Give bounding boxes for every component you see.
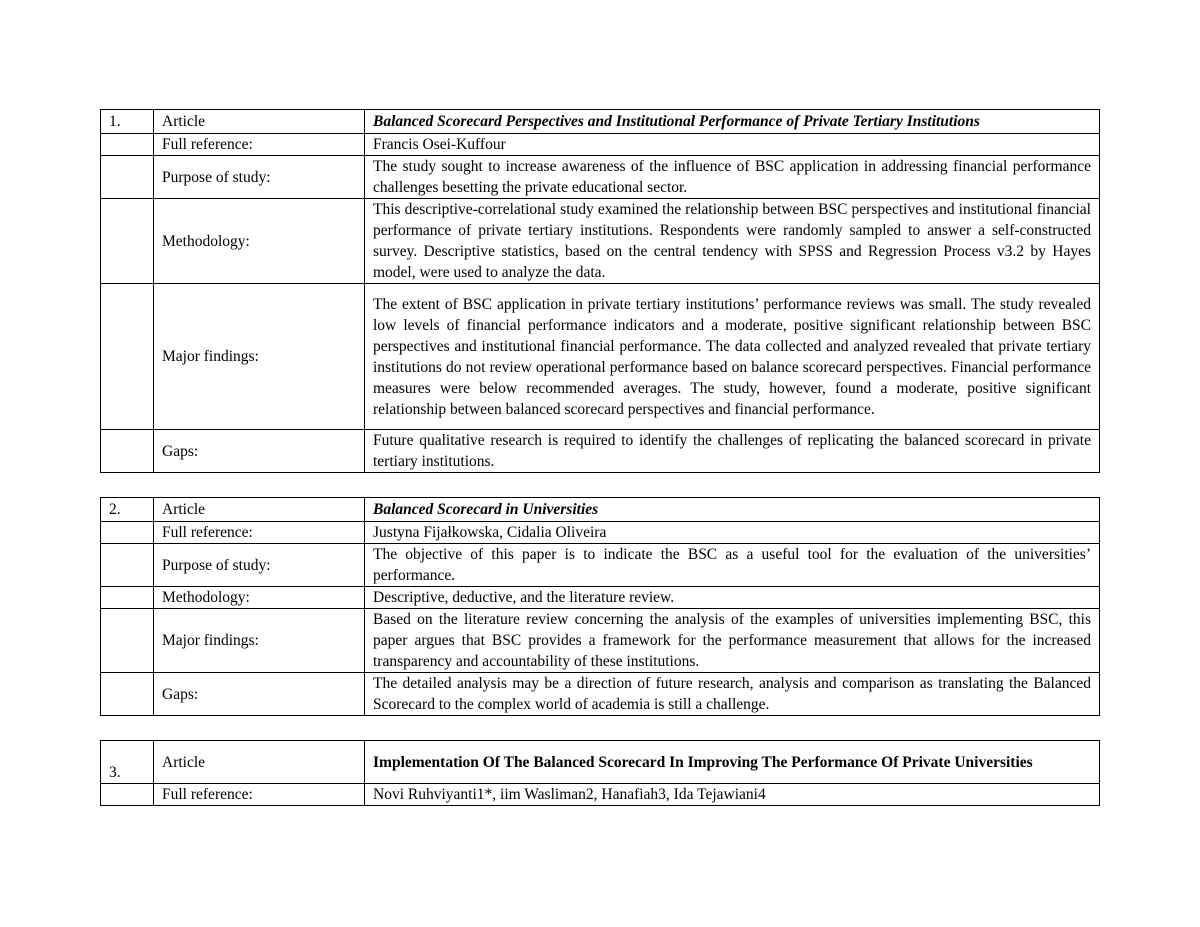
empty-cell [101, 156, 154, 199]
row-label: Article [154, 741, 365, 784]
article-title: Balanced Scorecard Perspectives and Institutional Performance of Private Tertiary Institutions [365, 110, 1100, 134]
table-row [101, 284, 1100, 430]
row-value: Future qualitative research is required to identify the challenges of replicating the balanced scorecard in private tertiary institutions. [365, 430, 1100, 473]
table-row [101, 110, 1100, 134]
empty-cell [101, 587, 154, 609]
row-label: Full reference: [154, 522, 365, 544]
row-label: Full reference: [154, 134, 365, 156]
row-value: Based on the literature review concerning the analysis of the examples of universities implementing BSC, this paper argues that BSC provides a framework for the performance measurement that allows for the increased transparency and accountability of these institutions. [365, 609, 1100, 673]
article-title: Balanced Scorecard in Universities [365, 498, 1100, 522]
table-row [101, 609, 1100, 673]
entry-number: 2. [101, 498, 154, 522]
row-label: Purpose of study: [154, 544, 365, 587]
table-row [101, 522, 1100, 544]
empty-cell [101, 284, 154, 430]
empty-cell [101, 522, 154, 544]
row-value: The detailed analysis may be a direction of future research, analysis and comparison as translating the Balanced Scorecard to the complex world of academia is still a challenge. [365, 673, 1100, 716]
row-label: Major findings: [154, 284, 365, 430]
entry-number: 3. [101, 741, 154, 784]
table-row [101, 741, 1100, 784]
table-row [101, 430, 1100, 473]
empty-cell [101, 544, 154, 587]
table-row [101, 544, 1100, 587]
row-value: Francis Osei-Kuffour [365, 134, 1100, 156]
row-label: Gaps: [154, 430, 365, 473]
empty-cell [101, 609, 154, 673]
row-value: This descriptive-correlational study examined the relationship between BSC perspectives and institutional financial performance of private tertiary institutions. Respondents were randomly sampled to answer a self-constructed survey. Descriptive statistics, based on the central tendency with SPSS and Regression Process v3.2 by Hayes model, were used to analyze the data. [365, 199, 1100, 284]
table-row [101, 156, 1100, 199]
table-row [101, 498, 1100, 522]
row-value: Descriptive, deductive, and the literature review. [365, 587, 1100, 609]
row-label: Gaps: [154, 673, 365, 716]
row-label: Full reference: [154, 784, 365, 806]
row-value: The study sought to increase awareness of the influence of BSC application in addressing financial performance challenges besetting the private educational sector. [365, 156, 1100, 199]
row-value: The objective of this paper is to indicate the BSC as a useful tool for the evaluation of the universities’ performance. [365, 544, 1100, 587]
table-row [101, 587, 1100, 609]
entry-number: 1. [101, 110, 154, 134]
literature-table-2 [100, 497, 1100, 716]
article-title: Implementation Of The Balanced Scorecard In Improving The Performance Of Private Universities [365, 741, 1100, 784]
row-label: Methodology: [154, 199, 365, 284]
row-label: Article [154, 498, 365, 522]
row-label: Major findings: [154, 609, 365, 673]
empty-cell [101, 784, 154, 806]
row-value: Justyna Fijałkowska, Cidalia Oliveira [365, 522, 1100, 544]
table-row [101, 199, 1100, 284]
row-value: The extent of BSC application in private tertiary institutions’ performance reviews was small. The study revealed low levels of financial performance indicators and a moderate, positive significant relationship between BSC perspectives and institutional financial performance. The data collected and analyzed revealed that private tertiary institutions do not review operational performance based on balance scorecard perspectives. Financial performance measures were below recommended averages. The study, however, found a moderate, positive significant relationship between balanced scorecard perspectives and financial performance. [365, 284, 1100, 430]
table-row [101, 784, 1100, 806]
row-label: Methodology: [154, 587, 365, 609]
literature-table-3 [100, 740, 1100, 806]
row-label: Article [154, 110, 365, 134]
empty-cell [101, 199, 154, 284]
row-value: Novi Ruhviyanti1*, iim Wasliman2, Hanafiah3, Ida Tejawiani4 [365, 784, 1100, 806]
table-row [101, 134, 1100, 156]
literature-table-1 [100, 109, 1100, 473]
empty-cell [101, 134, 154, 156]
row-label: Purpose of study: [154, 156, 365, 199]
table-row [101, 673, 1100, 716]
empty-cell [101, 430, 154, 473]
empty-cell [101, 673, 154, 716]
